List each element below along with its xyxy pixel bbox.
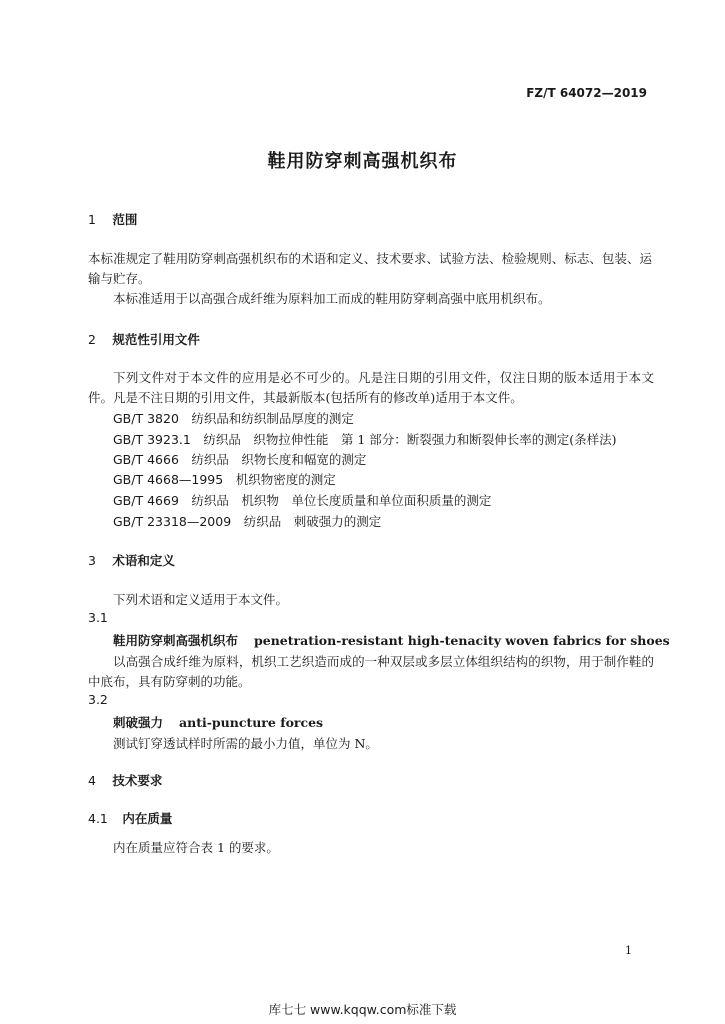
reference-title: 纺织品 织物拉伸性能 第 1 部分：断裂强力和断裂伸长率的测定(条样法) xyxy=(203,432,617,447)
reference-code: GB/T 3923.1 xyxy=(113,432,191,447)
reference-title: 纺织品 刺破强力的测定 xyxy=(243,514,382,529)
section-title: 范围 xyxy=(112,212,138,227)
reference-item xyxy=(113,450,366,468)
term-3-1-number: 3.1 xyxy=(88,610,108,625)
section-title: 规范性引用文件 xyxy=(112,332,200,347)
term-3-2-number: 3.2 xyxy=(88,692,108,707)
document-title: 鞋用防穿刺高强机织布 xyxy=(267,151,458,172)
section-1-heading xyxy=(88,210,137,228)
term-3-2-title xyxy=(113,713,323,731)
reference-title: 纺织品和纺织制品厚度的测定 xyxy=(191,411,354,426)
reference-item xyxy=(113,470,336,488)
doc-number: FZ/T 64072—2019 xyxy=(526,86,647,100)
term-3-1-title xyxy=(113,631,670,649)
reference-title: 纺织品 织物长度和幅宽的测定 xyxy=(191,452,367,467)
term-zh: 刺破强力 xyxy=(113,715,164,730)
section-number: 1 xyxy=(88,212,96,227)
references-intro-line-1: 下列文件对于本文件的应用是必不可少的。凡是注日期的引用文件，仅注日期的版本适用于本文 xyxy=(113,370,654,385)
reference-item xyxy=(113,430,617,448)
term-3-1-definition-line-1: 以高强合成纤维为原料，机织工艺织造而成的一种双层或多层立体组织结构的织物，用于制作鞋的 xyxy=(113,654,654,669)
section-number: 4.1 xyxy=(88,811,108,826)
section-number: 4 xyxy=(88,773,96,788)
section-title: 术语和定义 xyxy=(112,553,175,568)
section-title: 内在质量 xyxy=(122,811,173,826)
reference-item xyxy=(113,512,381,530)
term-zh: 鞋用防穿刺高强机织布 xyxy=(113,633,239,648)
reference-code: GB/T 23318—2009 xyxy=(113,514,232,529)
reference-item xyxy=(113,409,354,427)
section-number: 2 xyxy=(88,332,96,347)
section-3-heading xyxy=(88,551,175,569)
references-intro-line-2: 件。凡是不注日期的引用文件，其最新版本(包括所有的修改单)适用于本文件。 xyxy=(88,390,523,405)
section-title: 技术要求 xyxy=(112,773,163,788)
page-number: 1 xyxy=(625,944,632,957)
section-2-heading xyxy=(88,330,200,348)
reference-code: GB/T 4669 xyxy=(113,493,179,508)
section-4-1-heading xyxy=(88,809,172,827)
download-watermark-footer: 库七七 www.kqqw.com标准下载 xyxy=(268,1002,457,1017)
section-4-heading xyxy=(88,771,162,789)
scope-paragraph-1-line-1: 本标准规定了鞋用防穿刺高强机织布的术语和定义、技术要求、试验方法、检验规则、标志、包装、运 xyxy=(88,251,652,266)
terms-intro: 下列术语和定义适用于本文件。 xyxy=(113,592,289,607)
reference-item xyxy=(113,491,491,509)
term-en: anti-puncture forces xyxy=(179,715,324,730)
reference-code: GB/T 4668—1995 xyxy=(113,472,224,487)
scope-paragraph-2: 本标准适用于以高强合成纤维为原料加工而成的鞋用防穿刺高强中底用机织布。 xyxy=(113,291,551,306)
reference-code: GB/T 4666 xyxy=(113,452,179,467)
reference-code: GB/T 3820 xyxy=(113,411,179,426)
reference-title: 纺织品 机织物 单位长度质量和单位面积质量的测定 xyxy=(191,493,492,508)
scope-paragraph-1-line-2: 输与贮存。 xyxy=(88,271,151,286)
intrinsic-quality-text: 内在质量应符合表 1 的要求。 xyxy=(113,840,279,855)
term-3-1-definition-line-2: 中底布，具有防穿刺的功能。 xyxy=(88,674,251,689)
reference-title: 机织物密度的测定 xyxy=(235,472,336,487)
section-number: 3 xyxy=(88,553,96,568)
term-en: penetration-resistant high-tenacity woven fabrics for shoes xyxy=(254,633,670,648)
term-3-2-definition: 测试钉穿透试样时所需的最小力值，单位为 N。 xyxy=(113,736,378,751)
